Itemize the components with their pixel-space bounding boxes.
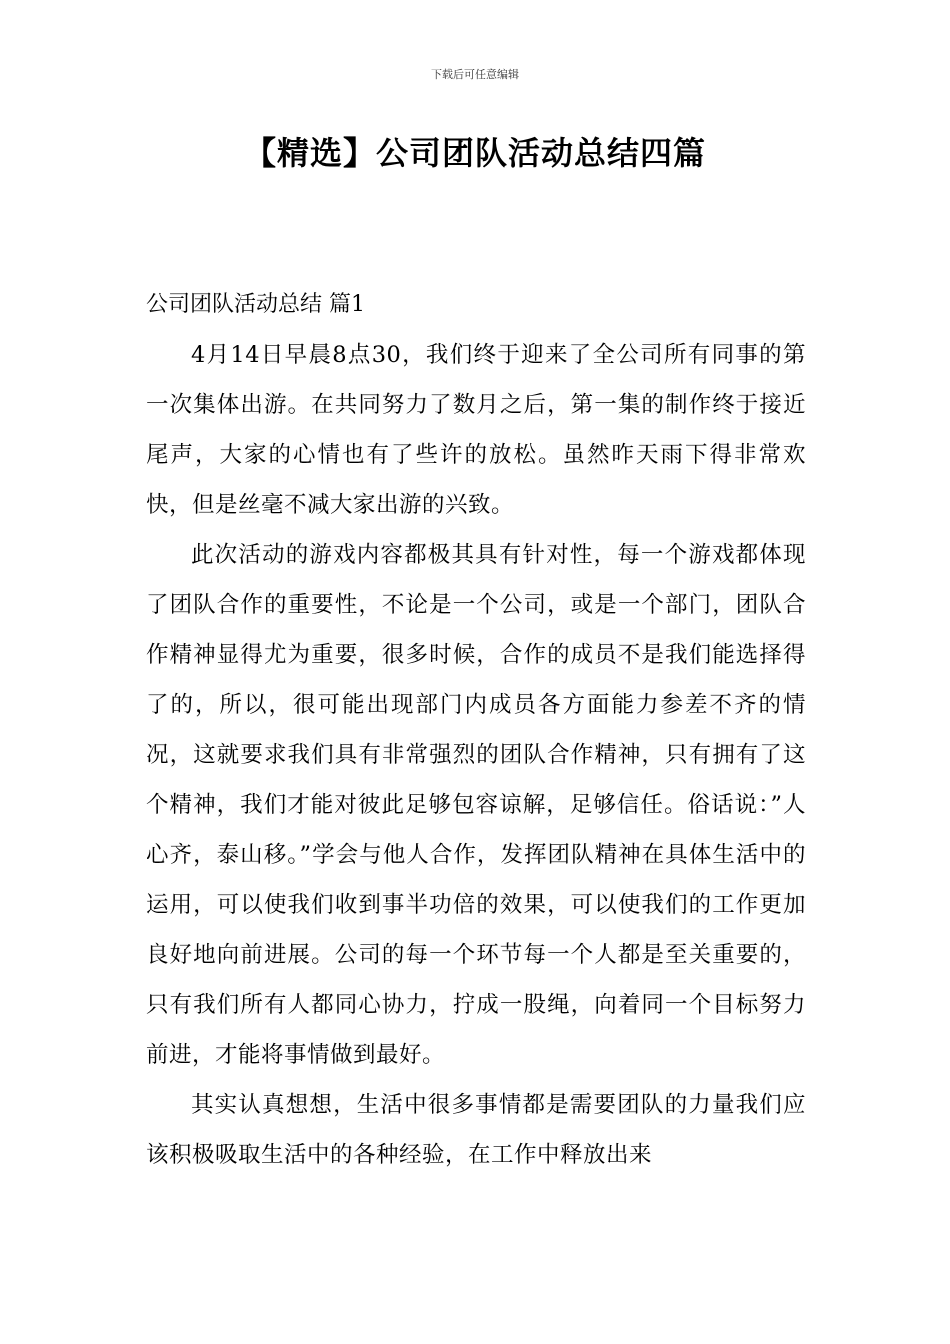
document-title: 【精选】公司团队活动总结四篇 — [243, 134, 706, 172]
section-heading: 公司团队活动总结 篇1 — [146, 292, 365, 317]
paragraph-1: 4月14日早晨8点30，我们终于迎来了全公司所有同事的第一次集体出游。在共同努力了数月之后，第一集的制作终于接近尾声，大家的心情也有了些许的放松。虽然昨天雨下得非常欢快，但是丝毫不减大家出游的兴致。 — [146, 342, 806, 518]
page-header-note: 下载后可任意编辑 — [431, 68, 519, 81]
paragraph-2: 此次活动的游戏内容都极其具有针对性，每一个游戏都体现了团队合作的重要性，不论是一个公司，或是一个部门，团队合作精神显得尤为重要，很多时候，合作的成员不是我们能选择得了的，所以，很可能出现部门内成员各方面能力参差不齐的情况，这就要求我们具有非常强烈的团队合作精神，只有拥有了这个精神，我们才能对彼此足够包容谅解，足够信任。俗话说：”人心齐，泰山移。”学会与他人合作，发挥团队精神在具体生活中的运用，可以使我们收到事半功倍的效果，可以使我们的工作更加良好地向前进展。公司的每一个环节每一个人都是至关重要的，只有我们所有人都同心协力，拧成一股绳，向着同一个目标努力前进，才能将事情做到最好。 — [146, 542, 806, 1068]
paragraph-3: 其实认真想想，生活中很多事情都是需要团队的力量我们应该积极吸取生活中的各种经验，在工作中释放出来 — [146, 1092, 806, 1168]
document-body — [146, 280, 806, 1180]
